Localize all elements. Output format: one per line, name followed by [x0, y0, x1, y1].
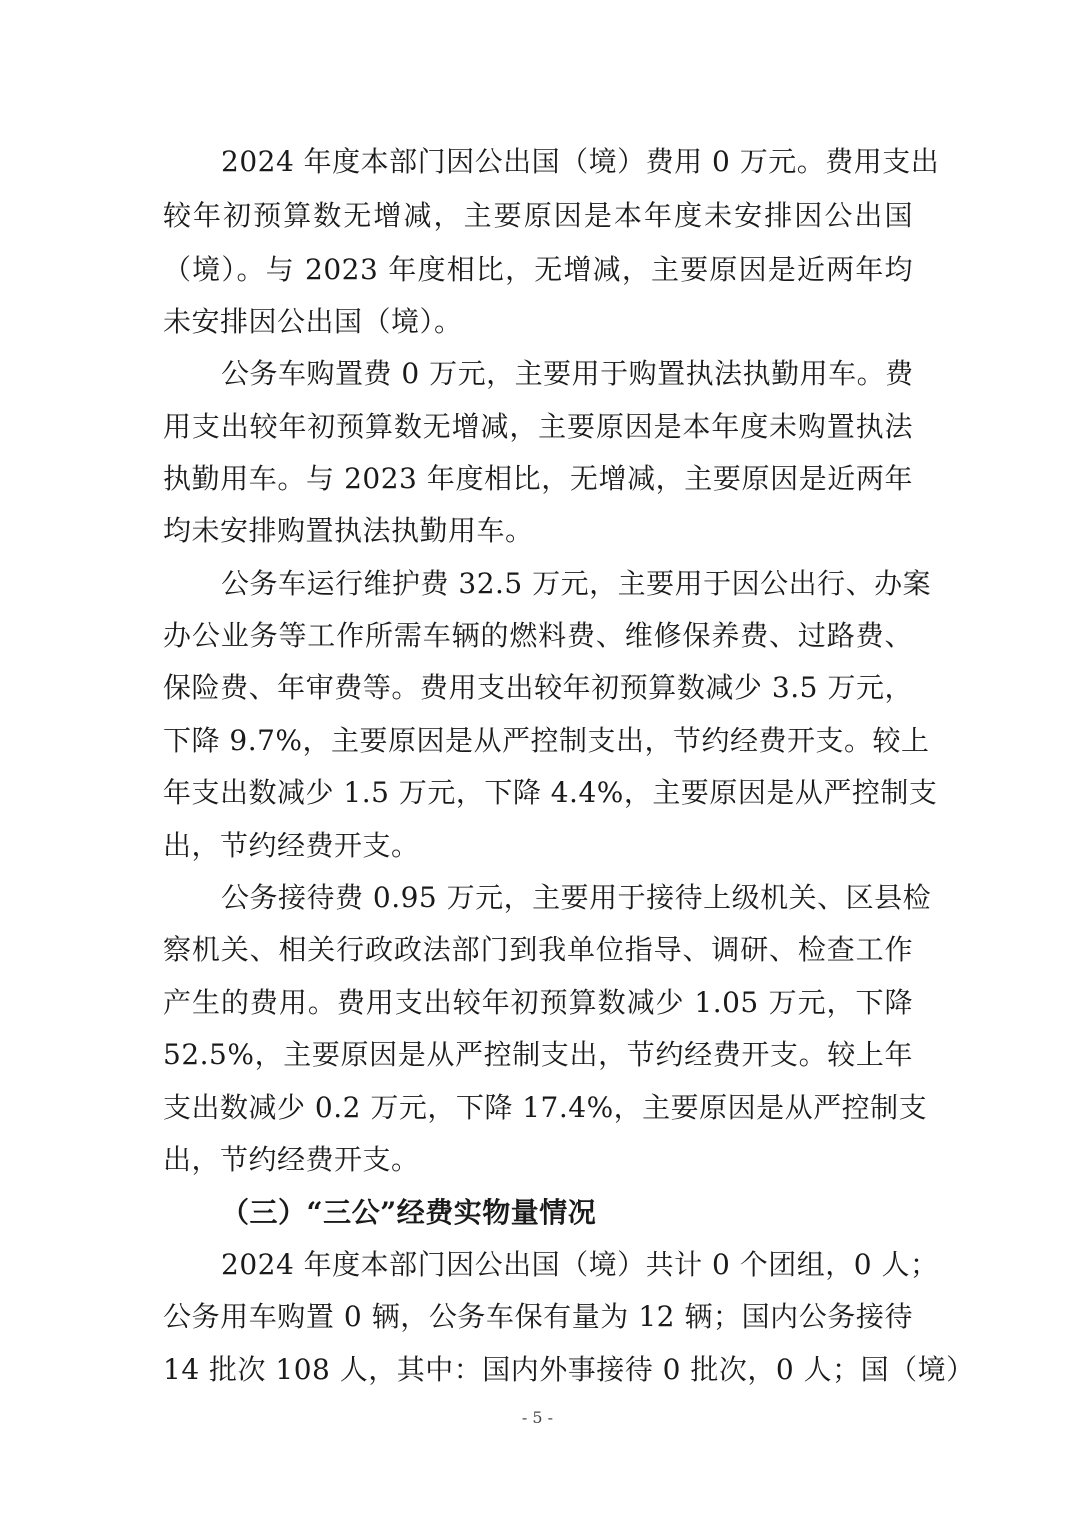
text-line: 较年初预算数无增减，主要原因是本年度未安排因公出国 [163, 199, 913, 232]
section-heading: （三）“三公”经费实物量情况 [221, 1196, 597, 1229]
text-line: 保险费、年审费等。费用支出较年初预算数减少 3.5 万元， [163, 671, 913, 704]
text-line: 2024 年度本部门因公出国（境）费用 0 万元。费用支出 [221, 145, 940, 178]
page-number: - 5 - [521, 1408, 554, 1427]
text-line: （境）。与 2023 年度相比，无增减，主要原因是近两年均 [163, 253, 913, 286]
text-line: 用支出较年初预算数无增减，主要原因是本年度未购置执法 [163, 410, 913, 443]
text-line: 出，节约经费开支。 [163, 1143, 420, 1176]
text-line: 52.5%，主要原因是从严控制支出，节约经费开支。较上年 [163, 1038, 913, 1071]
text-line: 年支出数减少 1.5 万元，下降 4.4%，主要原因是从严控制支 [163, 776, 938, 809]
text-line: 公务接待费 0.95 万元，主要用于接待上级机关、区县检 [221, 881, 932, 914]
text-line: 察机关、相关行政政法部门到我单位指导、调研、检查工作 [163, 933, 913, 966]
text-line: 出，节约经费开支。 [163, 829, 420, 862]
text-line: 均未安排购置执法执勤用车。 [163, 514, 534, 547]
text-line: 未安排因公出国（境）。 [163, 305, 463, 338]
text-line: 办公业务等工作所需车辆的燃料费、维修保养费、过路费、 [163, 619, 913, 652]
text-line: 14 批次 108 人，其中：国内外事接待 0 批次，0 人；国（境） [163, 1353, 975, 1386]
text-line: 支出数减少 0.2 万元，下降 17.4%，主要原因是从严控制支 [163, 1091, 928, 1124]
text-line: 公务车运行维护费 32.5 万元，主要用于因公出行、办案 [221, 567, 932, 600]
text-line: 2024 年度本部门因公出国（境）共计 0 个团组，0 人； [221, 1248, 939, 1281]
text-line: 公务用车购置 0 辆，公务车保有量为 12 辆；国内公务接待 [163, 1300, 913, 1333]
text-line: 产生的费用。费用支出较年初预算数减少 1.05 万元，下降 [163, 986, 913, 1019]
text-line: 执勤用车。与 2023 年度相比，无增减，主要原因是近两年 [163, 462, 913, 495]
text-line: 下降 9.7%，主要原因是从严控制支出，节约经费开支。较上 [163, 724, 930, 757]
text-line: 公务车购置费 0 万元，主要用于购置执法执勤用车。费 [221, 357, 914, 390]
